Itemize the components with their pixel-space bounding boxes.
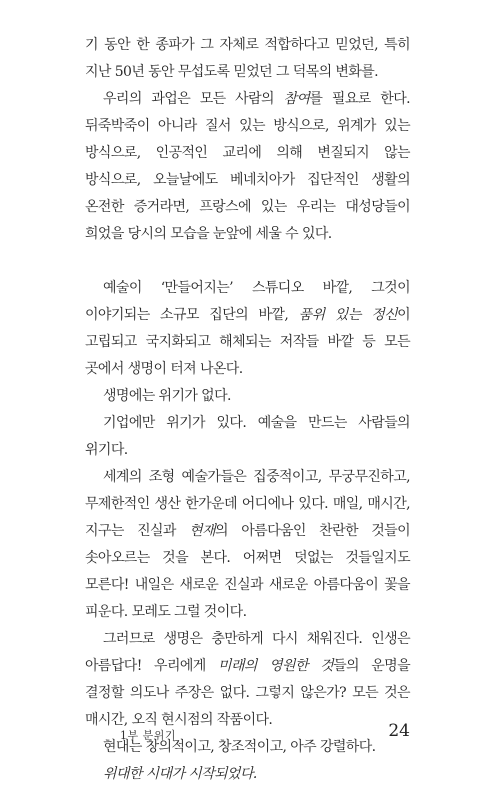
text-run: 를 필요로 한다. 뒤죽박죽이 아니라 질서 있는 방식으로, 위계가 있는 방식으로, 인공적인 교리에 의해 변질되지 않는 방식으로, 오늘날에도 베네치아가 집단적인 생활의 온전한 증거라면, 프랑스에 있는 우리는 대성당들이 희었을 당시의 모습을 눈앞에 세울 수 있다. — [85, 91, 410, 242]
paragraph — [85, 410, 410, 464]
text-run: 기업에만 위기가 있다. 예술을 만드는 사람들의 위기다. — [85, 415, 410, 458]
text-run: 우리의 과업은 모든 사람의 — [103, 91, 284, 107]
emphasized-text: 참여 — [283, 91, 310, 107]
text-run: 들의 운명을 결정할 의도나 주장은 없다. 그렇지 않은가? 모든 것은 매시간, 오직 현시점의 작품이다. — [85, 658, 410, 728]
text-run: 이 고립되고 국지화되고 해체되는 저작들 바깥 등 모든 곳에서 생명이 터져 나온다. — [85, 307, 411, 377]
emphasized-text: 미래의 영원한 것 — [218, 658, 334, 674]
text-run: 생명에는 위기가 없다. — [103, 388, 231, 404]
emphasized-text: 위대한 시대가 시작되었다. — [103, 766, 257, 782]
paragraph — [85, 86, 410, 248]
paragraph — [85, 275, 410, 383]
page-number: 24 — [388, 721, 410, 741]
body-text — [85, 32, 410, 786]
text-run: 현대는 창의적이고, 창조적이고, 아주 강렬하다. — [103, 739, 376, 755]
text-run: 예술이 ‘만들어지는’ 스튜디오 바깥, 그것이 이야기되는 소규모 집단의 바깥, — [85, 280, 410, 323]
text-run: 의 아름다움인 찬란한 것들이 솟아오르는 것을 본다. 어쩌면 덧없는 것들일지도 모른다! 내일은 새로운 진실과 새로운 아름다움이 꽃을 피운다. 모레도 그럴 것이다. — [85, 523, 411, 620]
text-run: 그러므로 생명은 충만하게 다시 채워진다. 인생은 아름답다! 우리에게 — [85, 631, 410, 674]
paragraph — [85, 464, 410, 626]
text-run: 세계의 조형 예술가들은 집중적이고, 무궁무진하고, 무제한적인 생산 한가운데 어디에나 있다. 매일, 매시간, 지구는 진실과 — [85, 469, 410, 539]
emphasized-text: 품위 있는 정신 — [298, 307, 398, 323]
paragraph — [85, 626, 410, 734]
paragraph — [85, 32, 410, 86]
running-footer-section: 1부 분위기 — [120, 729, 176, 742]
paragraph — [85, 383, 410, 410]
text-run: 기 동안 한 종파가 그 자체로 적합하다고 믿었던, 특히 지난 50년 동안 무섭도록 믿었던 그 덕목의 변화를. — [85, 37, 410, 80]
paragraph — [85, 761, 410, 786]
emphasized-text: 현재 — [189, 523, 216, 539]
